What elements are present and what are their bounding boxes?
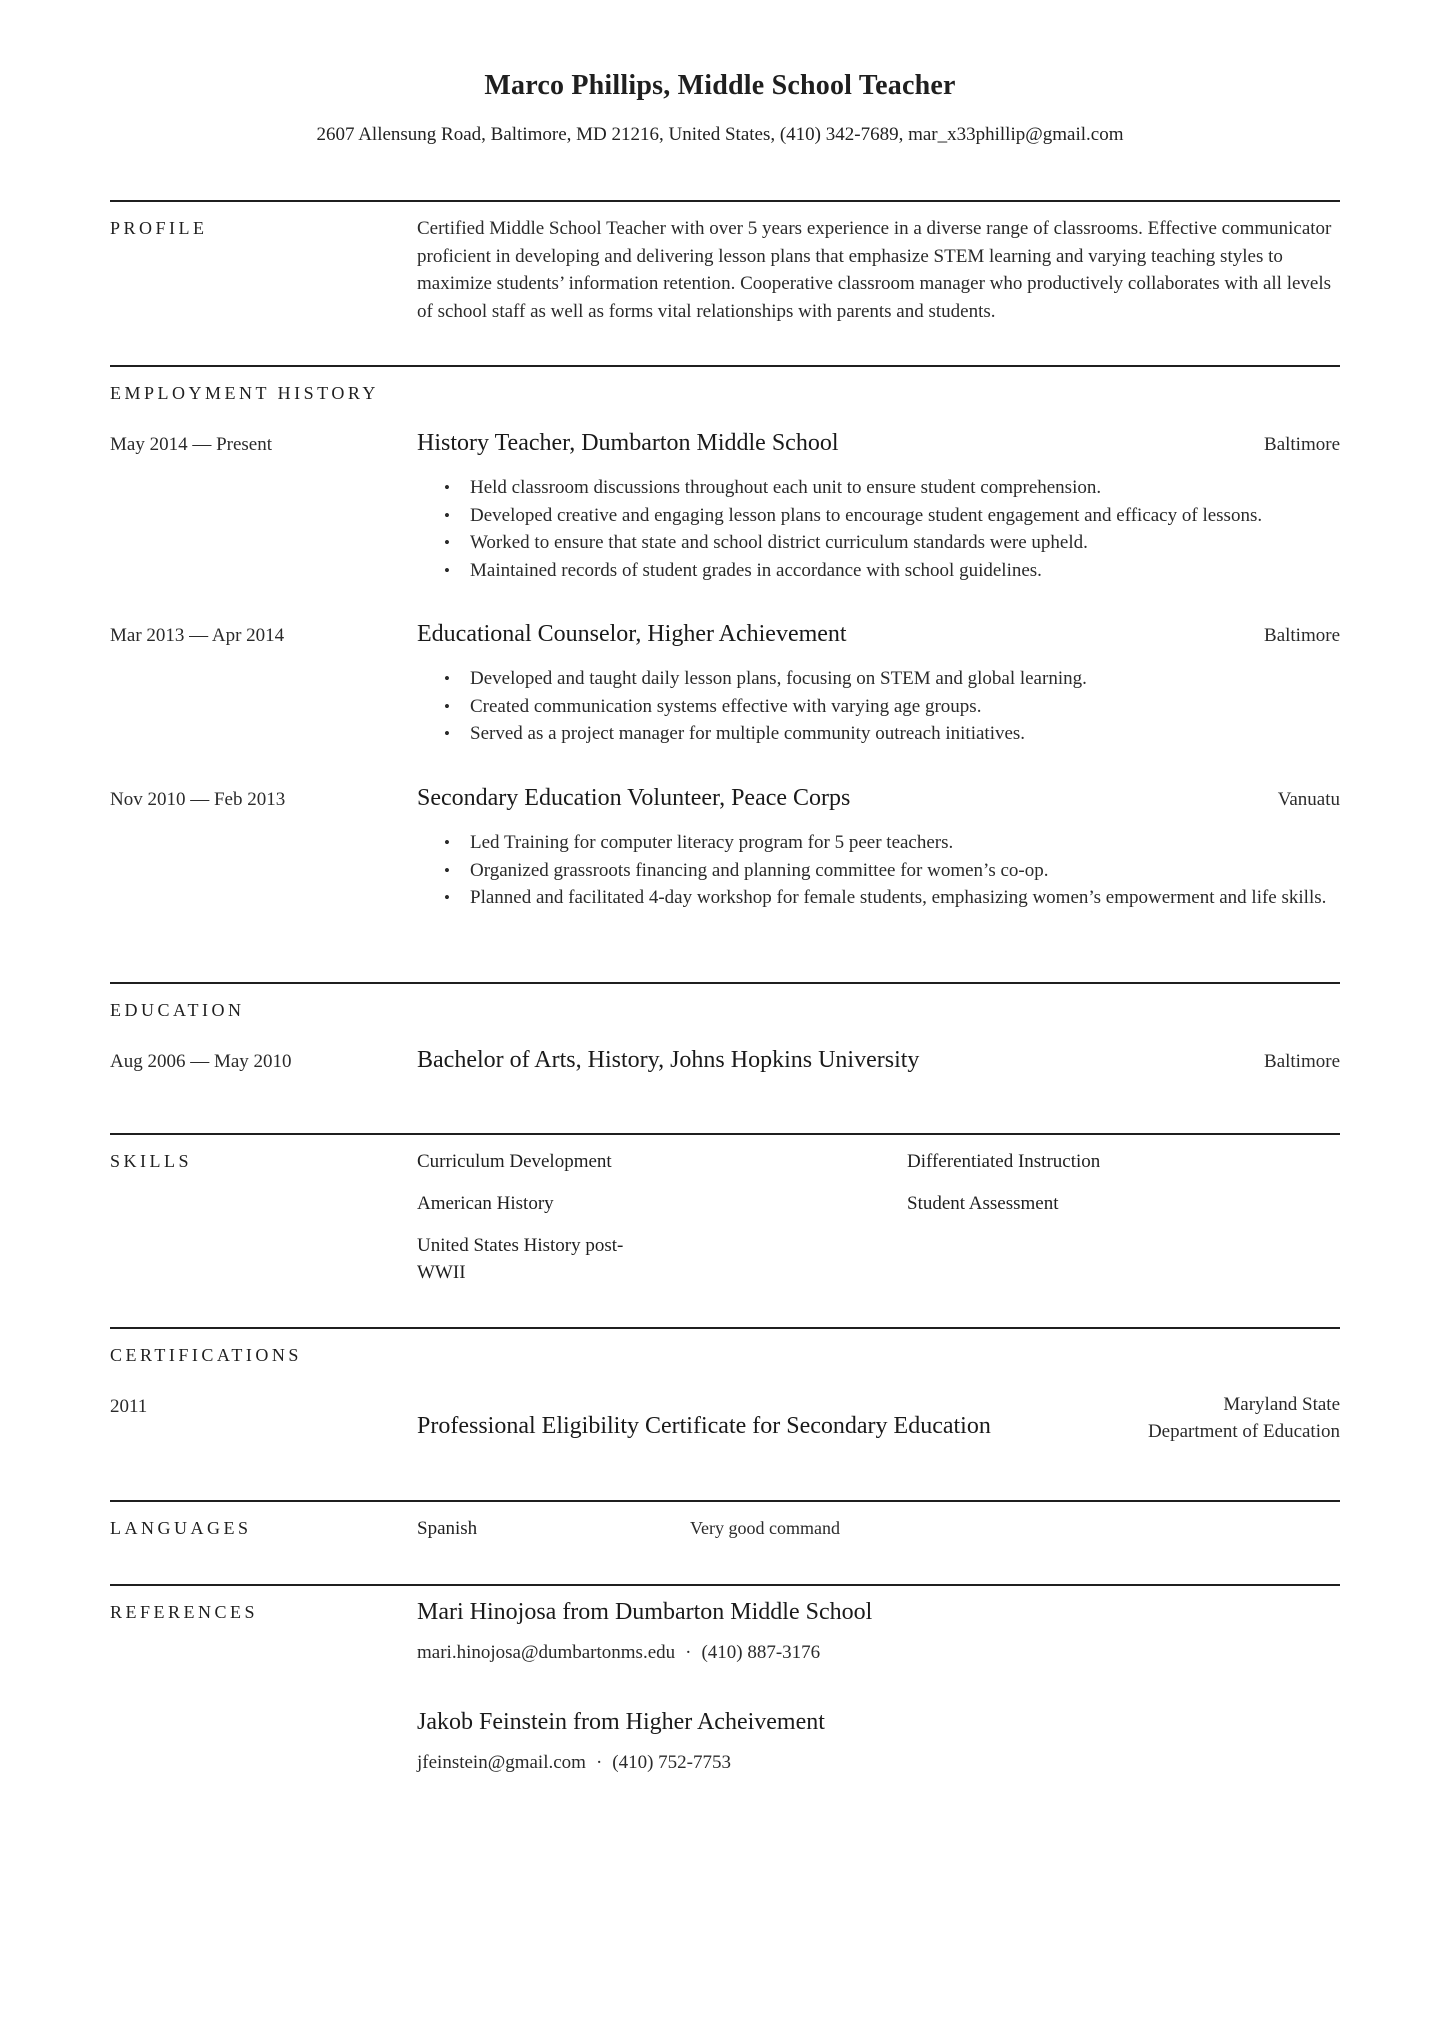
employment-section	[110, 365, 1340, 984]
language-level: Very good command	[690, 1518, 840, 1538]
profile-text: Certified Middle School Teacher with over 5 years experience in a diverse range of classrooms. Effective communicator proficient in developing and delivering lesson plans that emphasize STEM learning and varying teaching styles to maximize students’ information retention. Cooperative classroom manager who productively collaborates with all levels of school staff as well as forms vital relationships with parents and students.	[417, 218, 1332, 322]
job-location: Vanuatu	[1277, 789, 1340, 810]
job-location: Baltimore	[1264, 434, 1340, 455]
reference-contact	[417, 1642, 820, 1664]
section-title-employment: EMPLOYMENT HISTORY	[110, 383, 379, 403]
section-title-languages: LANGUAGES	[110, 1518, 252, 1538]
languages-section	[110, 1500, 1340, 1586]
job-dates: Mar 2013 — Apr 2014	[110, 625, 285, 646]
job-title: History Teacher, Dumbarton Middle School	[417, 430, 839, 456]
skill-item: Student Assessment	[907, 1193, 1059, 1214]
skill-item: Curriculum Development	[417, 1151, 612, 1172]
job-bullet: • Led Training for computer literacy program for 5 peer teachers.	[470, 829, 1340, 857]
contact-line: 2607 Allensung Road, Baltimore, MD 21216, United States, (410) 342-7689, mar_x33phillip@gmail.com	[316, 124, 1124, 145]
certification-issuer-line: Maryland State	[1223, 1394, 1340, 1415]
job-title: Educational Counselor, Higher Achievement	[417, 621, 847, 647]
skill-item: Differentiated Instruction	[907, 1151, 1101, 1172]
education-dates: Aug 2006 — May 2010	[110, 1051, 292, 1072]
profile-section	[110, 200, 1340, 367]
reference-name: Mari Hinojosa from Dumbarton Middle School	[417, 1599, 873, 1625]
job-bullet: • Worked to ensure that state and school district curriculum standards were upheld.	[470, 529, 1340, 557]
job-title: Secondary Education Volunteer, Peace Corps	[417, 785, 851, 811]
job-bullet: • Developed creative and engaging lesson plans to encourage student engagement and efficacy of lessons.	[470, 502, 1340, 530]
reference-email: jfeinstein@gmail.com	[417, 1752, 586, 1773]
job-bullets	[417, 829, 1340, 912]
job-bullet: • Served as a project manager for multiple community outreach initiatives.	[470, 720, 1340, 748]
education-location: Baltimore	[1264, 1051, 1340, 1072]
language-name: Spanish	[417, 1518, 478, 1539]
section-title-profile: PROFILE	[110, 218, 208, 238]
job-bullet: • Developed and taught daily lesson plans, focusing on STEM and global learning.	[470, 665, 1340, 693]
job-dates: Nov 2010 — Feb 2013	[110, 789, 286, 810]
certification-issuer	[1148, 1391, 1340, 1445]
reference-name: Jakob Feinstein from Higher Acheivement	[417, 1709, 825, 1735]
section-title-references: REFERENCES	[110, 1602, 259, 1622]
separator-dot: ·	[685, 1642, 692, 1663]
job-bullet: • Organized grassroots financing and planning committee for women’s co-op.	[470, 857, 1340, 885]
section-title-education: EDUCATION	[110, 1000, 245, 1020]
reference-email: mari.hinojosa@dumbartonms.edu	[417, 1642, 676, 1663]
reference-phone: (410) 752-7753	[612, 1752, 731, 1773]
reference-phone: (410) 887-3176	[701, 1642, 821, 1663]
section-title-skills: SKILLS	[110, 1151, 193, 1171]
job-bullet: • Planned and facilitated 4-day workshop for female students, emphasizing women’s empowerment and life skills.	[470, 884, 1340, 912]
job-bullet: • Maintained records of student grades in accordance with school guidelines.	[470, 557, 1340, 585]
job-bullet: • Held classroom discussions throughout each unit to ensure student comprehension.	[470, 474, 1340, 502]
job-dates: May 2014 — Present	[110, 434, 273, 455]
certification-name: Professional Eligibility Certificate for Secondary Education	[417, 1413, 991, 1439]
skill-item: American History	[417, 1193, 554, 1214]
certification-year: 2011	[110, 1396, 148, 1417]
skill-item: United States History post-WWII	[417, 1235, 624, 1283]
job-bullet: • Created communication systems effective with varying age groups.	[470, 693, 1340, 721]
certification-issuer-line: Department of Education	[1147, 1421, 1340, 1442]
certifications-section	[110, 1327, 1340, 1502]
resume-header	[0, 70, 1440, 146]
education-degree: Bachelor of Arts, History, Johns Hopkins University	[417, 1047, 920, 1073]
job-bullets	[417, 665, 1340, 748]
section-title-certifications: CERTIFICATIONS	[110, 1345, 302, 1365]
candidate-name: Marco Phillips, Middle School Teacher	[484, 70, 956, 101]
job-location: Baltimore	[1264, 625, 1340, 646]
reference-contact	[417, 1752, 731, 1774]
job-bullets	[417, 474, 1340, 584]
skills-section	[110, 1133, 1340, 1329]
separator-dot: ·	[595, 1752, 603, 1773]
references-section	[110, 1584, 1340, 1806]
education-section	[110, 982, 1340, 1135]
